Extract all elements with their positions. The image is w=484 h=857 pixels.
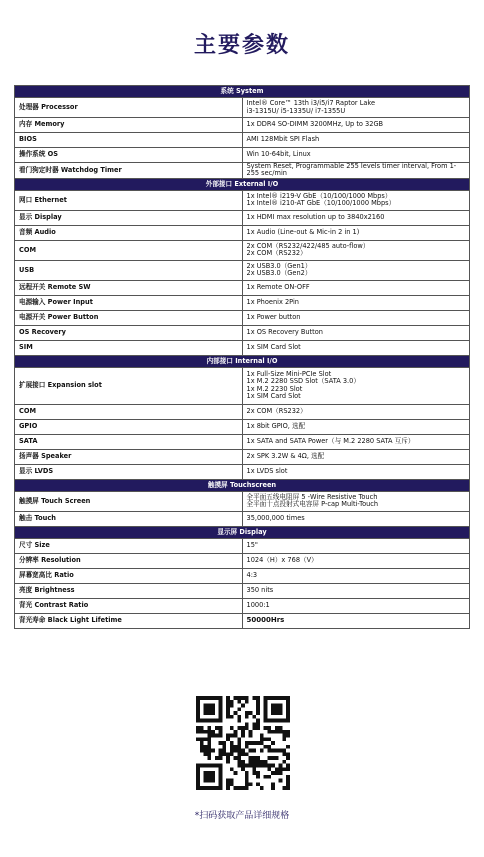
table-row	[15, 240, 470, 260]
section-header: 触摸屏 Touchscreen	[15, 479, 470, 491]
table-row	[15, 98, 470, 118]
spec-value-line: AMI 128Mbit SPI Flash	[246, 135, 320, 144]
spec-value	[242, 464, 470, 479]
table-row	[15, 225, 470, 240]
spec-value-line: System Reset, Programmable 255 levels timer interval, From 1-255 sec/min	[246, 162, 457, 178]
spec-value-line: 1x Full-Size Mini-PCIe Slot	[246, 370, 332, 378]
spec-label: USB	[15, 260, 243, 280]
spec-value-line: 全平面十点投射式电容屏 P-cap Multi-Touch	[246, 500, 379, 509]
section-header-row	[15, 479, 470, 491]
spec-value-line: 1x OS Recovery Button	[246, 328, 323, 337]
spec-value-line: 1x Intel® i219-V GbE（10/100/1000 Mbps）	[246, 191, 392, 200]
spec-value-line: 1x M.2 2230 Slot	[246, 384, 303, 393]
spec-label: 亮度 Brightness	[15, 583, 243, 598]
table-row	[15, 404, 470, 419]
spec-label: 显示 LVDS	[15, 464, 243, 479]
spec-value-line: 1x SATA and SATA Power（与 M.2 2280 SATA 互斥）	[246, 437, 415, 446]
spec-value	[242, 404, 470, 419]
spec-value	[242, 163, 470, 179]
spec-value	[242, 210, 470, 225]
spec-label: COM	[15, 404, 243, 419]
table-row	[15, 190, 470, 210]
table-row	[15, 464, 470, 479]
section-header-row	[15, 178, 470, 190]
spec-value-line: 35,000,000 times	[246, 514, 305, 523]
spec-value	[242, 538, 470, 553]
spec-value-line: 1x SIM Card Slot	[246, 343, 301, 352]
table-row	[15, 295, 470, 310]
spec-value-line: 1x DDR4 SO-DIMM 3200MHz, Up to 32GB	[246, 120, 384, 129]
spec-label: 背光 Contrast Ratio	[15, 598, 243, 613]
spec-label: 网口 Ethernet	[15, 190, 243, 210]
spec-value-line: Intel® Core™ 13th i3/i5/i7 Raptor Lake	[246, 99, 376, 108]
spec-table	[14, 85, 470, 629]
spec-value-line: 350 nits	[246, 586, 274, 595]
spec-value-line: 2x COM（RS232）	[246, 249, 307, 258]
spec-value	[242, 598, 470, 613]
spec-label: 远程开关 Remote SW	[15, 280, 243, 295]
spec-label: 屏幕宽高比 Ratio	[15, 568, 243, 583]
spec-value	[242, 260, 470, 280]
spec-label: SIM	[15, 340, 243, 355]
spec-value	[242, 148, 470, 163]
spec-label: 尺寸 Size	[15, 538, 243, 553]
spec-value	[242, 613, 470, 628]
spec-label: 操作系统 OS	[15, 148, 243, 163]
spec-value	[242, 225, 470, 240]
spec-value-line: 15"	[246, 541, 258, 550]
table-row	[15, 419, 470, 434]
table-row	[15, 260, 470, 280]
section-header-row	[15, 526, 470, 538]
spec-value-line: 2x USB3.0（Gen2）	[246, 269, 312, 278]
spec-label: GPIO	[15, 419, 243, 434]
spec-table-body	[15, 86, 470, 629]
spec-value-line: 1000:1	[246, 601, 270, 610]
table-row	[15, 583, 470, 598]
table-row	[15, 340, 470, 355]
spec-value	[242, 553, 470, 568]
section-header-row	[15, 355, 470, 367]
spec-label: OS Recovery	[15, 325, 243, 340]
spec-label: SATA	[15, 434, 243, 449]
table-row	[15, 538, 470, 553]
section-header: 显示屏 Display	[15, 526, 470, 538]
spec-label: 扬声器 Speaker	[15, 449, 243, 464]
spec-value-line: 1x Phoenix 2Pin	[246, 298, 299, 307]
section-header: 内部接口 Internal I/O	[15, 355, 470, 367]
spec-value-line: 1x Audio (Line-out & Mic-in 2 in 1)	[246, 228, 360, 237]
table-row	[15, 210, 470, 225]
spec-value-line: 2x COM（RS232）	[246, 407, 307, 416]
spec-value-line: 1x HDMI max resolution up to 3840x2160	[246, 213, 385, 222]
spec-value-line: Win 10-64bit, Linux	[246, 150, 311, 159]
spec-value	[242, 98, 470, 118]
spec-value	[242, 434, 470, 449]
section-header: 外部接口 External I/O	[15, 178, 470, 190]
spec-value-line: 1x SIM Card Slot	[246, 392, 301, 401]
spec-value	[242, 419, 470, 434]
table-row	[15, 449, 470, 464]
spec-value	[242, 583, 470, 598]
spec-label: BIOS	[15, 133, 243, 148]
spec-value-line: 全平面五线电阻屏 5 -Wire Resistive Touch	[246, 492, 378, 501]
spec-label: 触击 Touch	[15, 511, 243, 526]
spec-value-line: 1x Power button	[246, 313, 301, 322]
table-row	[15, 568, 470, 583]
spec-value	[242, 340, 470, 355]
qr-code	[196, 696, 290, 790]
spec-value-line: 2x USB3.0（Gen1）	[246, 261, 312, 270]
table-row	[15, 613, 470, 628]
spec-value-line: 2x COM（RS232/422/485 auto-flow）	[246, 241, 370, 250]
spec-value-line: 2x SPK 3.2W & 4Ω, 选配	[246, 452, 325, 461]
spec-label: 触摸屏 Touch Screen	[15, 491, 243, 511]
spec-value-line: 1x Intel® i210-AT GbE（10/100/1000 Mbps）	[246, 199, 396, 208]
spec-label: 电源开关 Power Button	[15, 310, 243, 325]
spec-value	[242, 367, 470, 404]
spec-value-line: i3-1315U/ i5-1335U/ i7-1355U	[246, 106, 346, 115]
spec-value	[242, 240, 470, 260]
spec-value	[242, 568, 470, 583]
table-row	[15, 434, 470, 449]
spec-label: 内存 Memory	[15, 118, 243, 133]
spec-value-line: 50000Hrs	[246, 616, 285, 625]
table-row	[15, 491, 470, 511]
spec-value-line: 4:3	[246, 571, 258, 580]
spec-value-line: 1024（H）x 768（V）	[246, 556, 318, 565]
spec-label: 扩展接口 Expansion slot	[15, 367, 243, 404]
spec-value	[242, 511, 470, 526]
table-row	[15, 553, 470, 568]
spec-label: 背光寿命 Black Light Lifetime	[15, 613, 243, 628]
section-header-row	[15, 86, 470, 98]
table-row	[15, 598, 470, 613]
table-row	[15, 133, 470, 148]
spec-label: 显示 Display	[15, 210, 243, 225]
spec-value	[242, 310, 470, 325]
table-row	[15, 367, 470, 404]
spec-value-line: 1x Remote ON-OFF	[246, 283, 310, 292]
spec-label: 电源输入 Power Input	[15, 295, 243, 310]
table-row	[15, 163, 470, 179]
spec-value-line: 1x 8bit GPIO, 选配	[246, 422, 306, 431]
table-row	[15, 148, 470, 163]
spec-value	[242, 491, 470, 511]
qr-caption: *扫码获取产品详细规格	[194, 811, 290, 821]
spec-label: 处理器 Processor	[15, 98, 243, 118]
spec-value	[242, 190, 470, 210]
spec-value-line: 1x M.2 2280 SSD Slot（SATA 3.0）	[246, 377, 360, 386]
table-row	[15, 511, 470, 526]
spec-label: COM	[15, 240, 243, 260]
spec-value	[242, 325, 470, 340]
spec-value-line: 1x LVDS slot	[246, 467, 288, 476]
spec-label: 音频 Audio	[15, 225, 243, 240]
page-title: 主要参数	[193, 33, 290, 58]
table-row	[15, 310, 470, 325]
spec-value	[242, 133, 470, 148]
section-header: 系统 System	[15, 86, 470, 98]
spec-label: 看门狗定时器 Watchdog Timer	[15, 163, 243, 179]
spec-value	[242, 118, 470, 133]
table-row	[15, 280, 470, 295]
spec-label: 分辨率 Resolution	[15, 553, 243, 568]
table-row	[15, 118, 470, 133]
spec-value	[242, 449, 470, 464]
table-row	[15, 325, 470, 340]
spec-value	[242, 295, 470, 310]
spec-value	[242, 280, 470, 295]
